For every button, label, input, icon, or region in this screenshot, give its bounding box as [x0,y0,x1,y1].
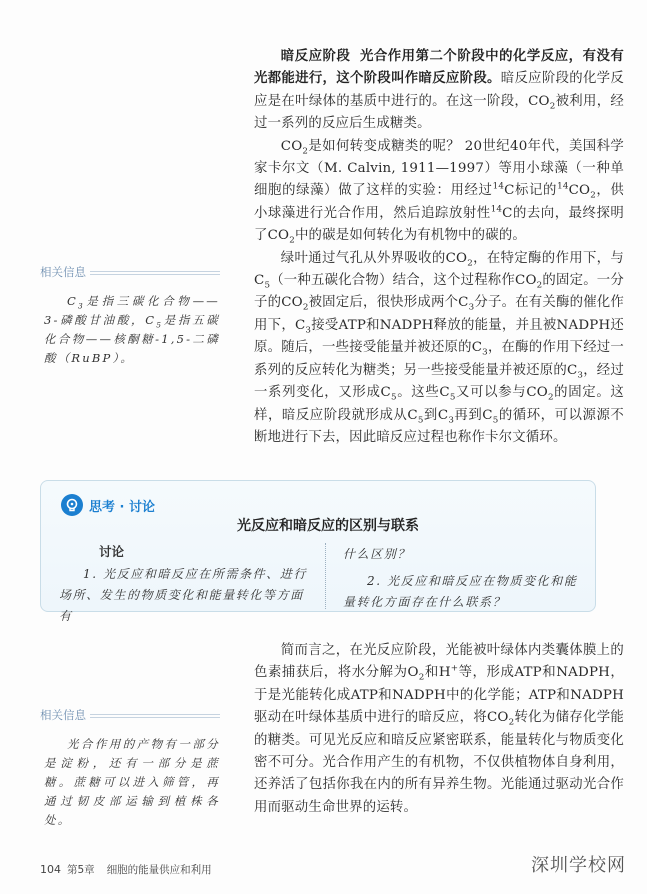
header-rule [90,714,220,718]
text-span: 被利用，经过一系列的反应后生成糖类。 [254,93,625,132]
discussion-title: 光反应和暗反应的区别与联系 [237,518,419,534]
text-span: ，经过一系列变化，又形成C [254,362,624,401]
text-span: C的去向，最终探明了CO [254,205,624,244]
discussion-left-column [59,541,317,627]
text-span: CO [568,183,591,199]
subscript: 5 [492,415,499,426]
text-span: 绿叶通过气孔从外界吸收的CO [280,250,468,266]
page-footer [40,862,212,877]
related-info-title: 相关信息 [40,265,86,279]
text-span: 被固定后，很快形成两个C [308,295,469,311]
subscript: 2 [549,101,556,112]
text-span: （一种五碳化合物）结合，这个过程称作CO [270,273,537,289]
related-info-paragraph [44,735,220,830]
text-span: 中的碳是如何转化为有机物中的碳的。 [294,228,527,244]
header-rule [90,271,220,275]
text-span: 暗反应阶段的化学反应是在叶绿体的基质中进行的。在这一阶段， [254,71,624,109]
text-span: ，在酶的作用下经过一系列的反应转化为糖类；另一些接受能量并被还原的C [254,340,624,378]
text-span: 是指三碳化合物——3-磷酸甘油酸，C [44,294,220,327]
text-span: 的固定。这样，暗反应阶段就形成从C [254,385,625,423]
related-info-text [40,292,220,368]
watermark: 深圳学校网 [531,855,626,876]
text-span: 是如何转变成糖类的呢？ 20世纪40年代，美国科学家卡尔文（M. Calvin, 1911—1997）等用小球藻（一种单细胞的绿藻）做了这样的实验：用经过 [254,138,624,199]
think-discuss-header [61,494,155,516]
subscript: 3 [482,347,488,358]
superscript: 14 [490,204,503,215]
paragraph-summary [254,640,624,819]
related-info-header [40,707,220,723]
question-2: 2. 光反应和暗反应在物质变化和能量转化方面存在什么联系？ [343,574,578,609]
subscript: 2 [289,235,295,246]
superscript: 14 [557,181,569,192]
subscript: 2 [536,280,543,291]
superscript: 14 [492,181,505,192]
text-span: CO [280,138,303,154]
text-span: 是指五碳化合物——核酮糖-1,5-二磷酸（RuBP）。 [44,313,220,365]
text-span: 的固定。一分子的CO [254,273,624,311]
related-info-box-1 [40,264,220,368]
subscript: 5 [390,392,397,403]
text-span: ，供小球藻进行光合作用，然后追踪放射性 [254,183,625,221]
text-span: 和H [424,665,451,681]
question-1: 1. 光反应和暗反应在所需条件、进行场所、发生的物质变化和能量转化等方面有 [59,567,308,623]
subscript: 2 [590,191,596,202]
lightbulb-head-icon [61,494,83,516]
subscript: 2 [508,717,515,728]
related-info-box-2 [40,707,220,830]
dark-reaction-definition: 光合作用第二个阶段中的化学反应，有没有光都能进行，这个阶段叫作暗反应阶段。 [254,49,624,87]
subscript: 5 [449,392,456,403]
text-span: 又可以参与CO [455,385,548,401]
text-span: C [67,294,78,308]
text-span: CO [528,93,550,109]
superscript: + [450,663,459,674]
main-text-block-1 [254,46,624,449]
subscript: 3 [468,303,475,314]
subscript: 2 [547,392,554,403]
text-span: 等，形成ATP和NADPH，于是光能转化成ATP和NADPH中的化学能；ATP和NADPH驱动在叶绿体基质中进行的暗反应，将CO [254,665,624,726]
related-info-text [40,735,220,830]
subscript: 2 [302,303,309,314]
related-info-header [40,264,220,280]
term-dark-reaction: 暗反应阶段 [280,49,351,64]
paragraph-dark-reaction-intro [254,46,624,136]
text-span: 到C [423,407,449,423]
subscript: 3 [78,301,85,311]
paragraph-calvin-cycle [254,248,624,450]
subscript: 5 [156,320,164,330]
text-span: 接受ATP和NADPH释放的能量，并且被NADPH还原。随后，一些接受能量并被还原的C [254,317,625,356]
text-span: 分子。在有关酶的催化作用下，C [254,295,624,333]
discussion-right-column [343,544,583,613]
column-divider [325,543,326,609]
discussion-heading: 讨论 [99,544,125,559]
subscript: 3 [305,325,312,336]
text-span: 。这些C [396,385,450,401]
subscript: 5 [264,280,271,291]
page-number: 104 [40,863,61,876]
text-span: 转化为储存化学能的糖类。可见光反应和暗反应紧密联系，能量转化与物质变化密不可分。光合作用产生的有机物，不仅供植物体自身利用，还养活了包括你我在内的所有异养生物。光能通过驱动光合作用而驱动生命世界的运转。 [254,710,624,815]
subscript: 2 [467,258,473,269]
subscript: 2 [418,673,425,684]
subscript: 3 [448,415,455,426]
subscript: 2 [302,146,309,157]
subscript: 5 [417,415,424,426]
think-discuss-box [40,480,596,623]
text-span: 光合作用的产物有一部分是淀粉，还有一部分是蔗糖。蔗糖可以进入筛管，再通过韧皮部运输到植株各处。 [44,737,220,827]
main-text-block-2 [254,640,624,819]
chapter-number: 第5章 [67,864,95,876]
chapter-title: 细胞的能量供应和利用 [106,864,212,876]
text-span: 再到C [454,407,493,423]
related-info-title: 相关信息 [40,708,86,722]
subscript: 3 [577,370,584,381]
question-1-continued: 什么区别？ [343,547,412,561]
text-span: C标记的 [504,183,558,199]
think-discuss-label: 思考 · 讨论 [89,499,155,515]
paragraph-calvin-experiment [254,136,624,248]
text-span: 的循环，可以源源不断地进行下去，因此暗反应过程也称作卡尔文循环。 [254,407,624,445]
text-span: 简而言之，在光反应阶段，光能被叶绿体内类囊体膜上的色素捕获后，将水分解为O [254,643,624,681]
text-span: ，在特定酶的作用下，与C [254,250,624,289]
related-info-paragraph [44,292,220,368]
